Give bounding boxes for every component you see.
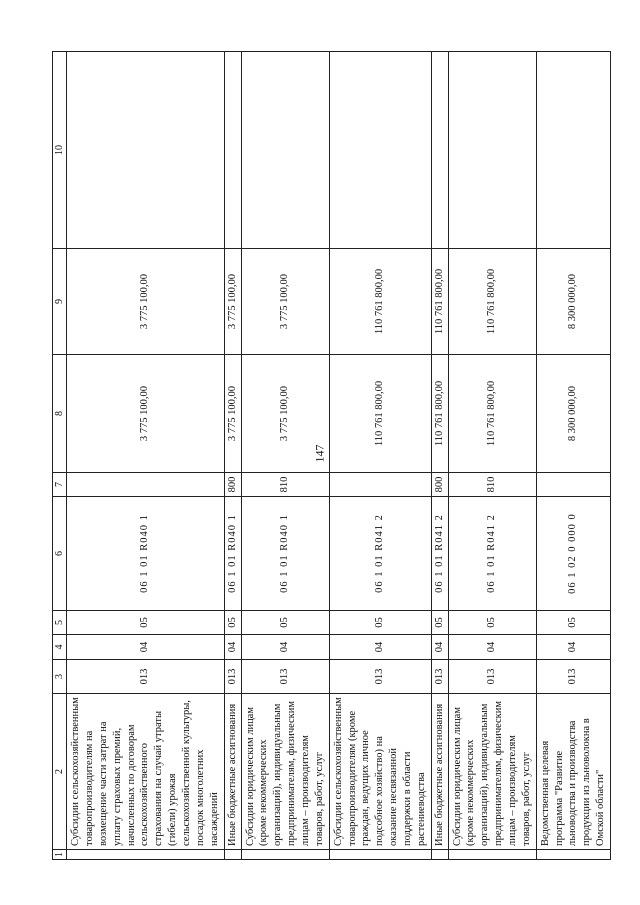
- cell-subsection: 05: [431, 611, 448, 635]
- cell-subsection: 05: [329, 611, 431, 635]
- row-name: Субсидии юридическим лицам (кроме некоммерческих организаций), индивидуальным предпринимателям, физическим лицам – производителям товаров, работ, услуг: [241, 694, 329, 850]
- cell-target-code: 06 1 01 R041 2: [431, 497, 448, 611]
- cell-subsection: 05: [536, 611, 610, 635]
- cell-subsection: 05: [448, 611, 536, 635]
- table-row: [536, 52, 610, 860]
- blank-cell: [448, 850, 536, 860]
- row-name: Иные бюджетные ассигнования: [431, 694, 448, 850]
- cell-ministry: 013: [448, 660, 536, 694]
- row-name: Иные бюджетные ассигнования: [224, 694, 241, 850]
- column-number-row: [53, 52, 67, 860]
- cell-target-code: 06 1 02 0 000 0: [536, 497, 610, 611]
- col-num: 2: [53, 694, 67, 850]
- cell-ministry: 013: [329, 660, 431, 694]
- cell-expense-type: [536, 473, 610, 497]
- cell-ministry: 013: [431, 660, 448, 694]
- col-num: 7: [53, 473, 67, 497]
- col-num: 10: [53, 52, 67, 249]
- cell-sum: [448, 52, 536, 249]
- blank-cell: [536, 850, 610, 860]
- cell-ministry: 013: [241, 660, 329, 694]
- row-name: Субсидии сельскохозяйственным товаропроизводителям (кроме граждан, ведущих личное подсобное хозяйство) на оказание несвязанной поддержки в области растениеводства: [329, 694, 431, 850]
- cell-sum: 110 761 800,00: [329, 249, 431, 355]
- cell-sum: 110 761 800,00: [448, 355, 536, 473]
- blank-cell: [241, 850, 329, 860]
- cell-sum: 110 761 800,00: [431, 249, 448, 355]
- cell-section: 04: [241, 635, 329, 660]
- cell-section: 04: [224, 635, 241, 660]
- table-row: [448, 52, 536, 860]
- page-number: 147: [312, 444, 327, 463]
- cell-subsection: 05: [67, 611, 224, 635]
- table-row: [224, 52, 241, 860]
- col-num: 8: [53, 355, 67, 473]
- cell-expense-type: 800: [431, 473, 448, 497]
- cell-section: 04: [329, 635, 431, 660]
- cell-section: 04: [431, 635, 448, 660]
- cell-sum: 3 775 100,00: [224, 355, 241, 473]
- table-row: [329, 52, 431, 860]
- cell-expense-type: [67, 473, 224, 497]
- cell-subsection: 05: [224, 611, 241, 635]
- cell-sum: [224, 52, 241, 249]
- blank-cell: [329, 850, 431, 860]
- row-name: Ведомственная целевая программа "Развитие льноводства и производства продукции из льноволокна в Омской области": [536, 694, 610, 850]
- cell-target-code: 06 1 01 R041 2: [448, 497, 536, 611]
- cell-sum: [241, 52, 329, 249]
- blank-cell: [67, 850, 224, 860]
- cell-section: 04: [67, 635, 224, 660]
- cell-sum: [536, 52, 610, 249]
- cell-sum: 110 761 800,00: [448, 249, 536, 355]
- cell-sum: 3 775 100,00: [241, 355, 329, 473]
- cell-section: 04: [448, 635, 536, 660]
- blank-cell: [431, 850, 448, 860]
- cell-sum: [329, 52, 431, 249]
- budget-table: [52, 51, 611, 860]
- cell-subsection: 05: [241, 611, 329, 635]
- cell-target-code: 06 1 01 R040 1: [241, 497, 329, 611]
- cell-ministry: 013: [224, 660, 241, 694]
- cell-expense-type: [329, 473, 431, 497]
- cell-target-code: 06 1 01 R040 1: [224, 497, 241, 611]
- cell-sum: [431, 52, 448, 249]
- cell-sum: 110 761 800,00: [329, 355, 431, 473]
- row-name: Субсидии сельскохозяйственным товаропроизводителям на возмещение части затрат на уплату страховых премий, начисленных по договорам сельскохозяйственного страхования на случай утраты (гибели) урожая сельскохозяйственной культуры, посадок многолетних насаждений: [67, 694, 224, 850]
- cell-target-code: 06 1 01 R040 1: [67, 497, 224, 611]
- col-num: 3: [53, 660, 67, 694]
- cell-sum: 3 775 100,00: [67, 355, 224, 473]
- cell-sum: 8 300 000,00: [536, 249, 610, 355]
- blank-cell: [224, 850, 241, 860]
- col-num: 4: [53, 635, 67, 660]
- cell-sum: 3 775 100,00: [241, 249, 329, 355]
- cell-sum: 3 775 100,00: [67, 249, 224, 355]
- cell-target-code: 06 1 01 R041 2: [329, 497, 431, 611]
- cell-sum: [67, 52, 224, 249]
- col-num: 9: [53, 249, 67, 355]
- row-name: Субсидии юридическим лицам (кроме некоммерческих организаций), индивидуальным предпринимателям, физическим лицам – производителям товаров, работ, услуг: [448, 694, 536, 850]
- cell-expense-type: 810: [241, 473, 329, 497]
- cell-sum: 110 761 800,00: [431, 355, 448, 473]
- table-row: [241, 52, 329, 860]
- cell-section: 04: [536, 635, 610, 660]
- cell-sum: 8 300 000,00: [536, 355, 610, 473]
- table-row: [67, 52, 224, 860]
- budget-sheet: [52, 52, 607, 860]
- cell-expense-type: 810: [448, 473, 536, 497]
- table-row: [431, 52, 448, 860]
- cell-ministry: 013: [67, 660, 224, 694]
- cell-expense-type: 800: [224, 473, 241, 497]
- col-num: 1: [53, 850, 67, 860]
- cell-ministry: 013: [536, 660, 610, 694]
- col-num: 5: [53, 611, 67, 635]
- cell-sum: 3 775 100,00: [224, 249, 241, 355]
- col-num: 6: [53, 497, 67, 611]
